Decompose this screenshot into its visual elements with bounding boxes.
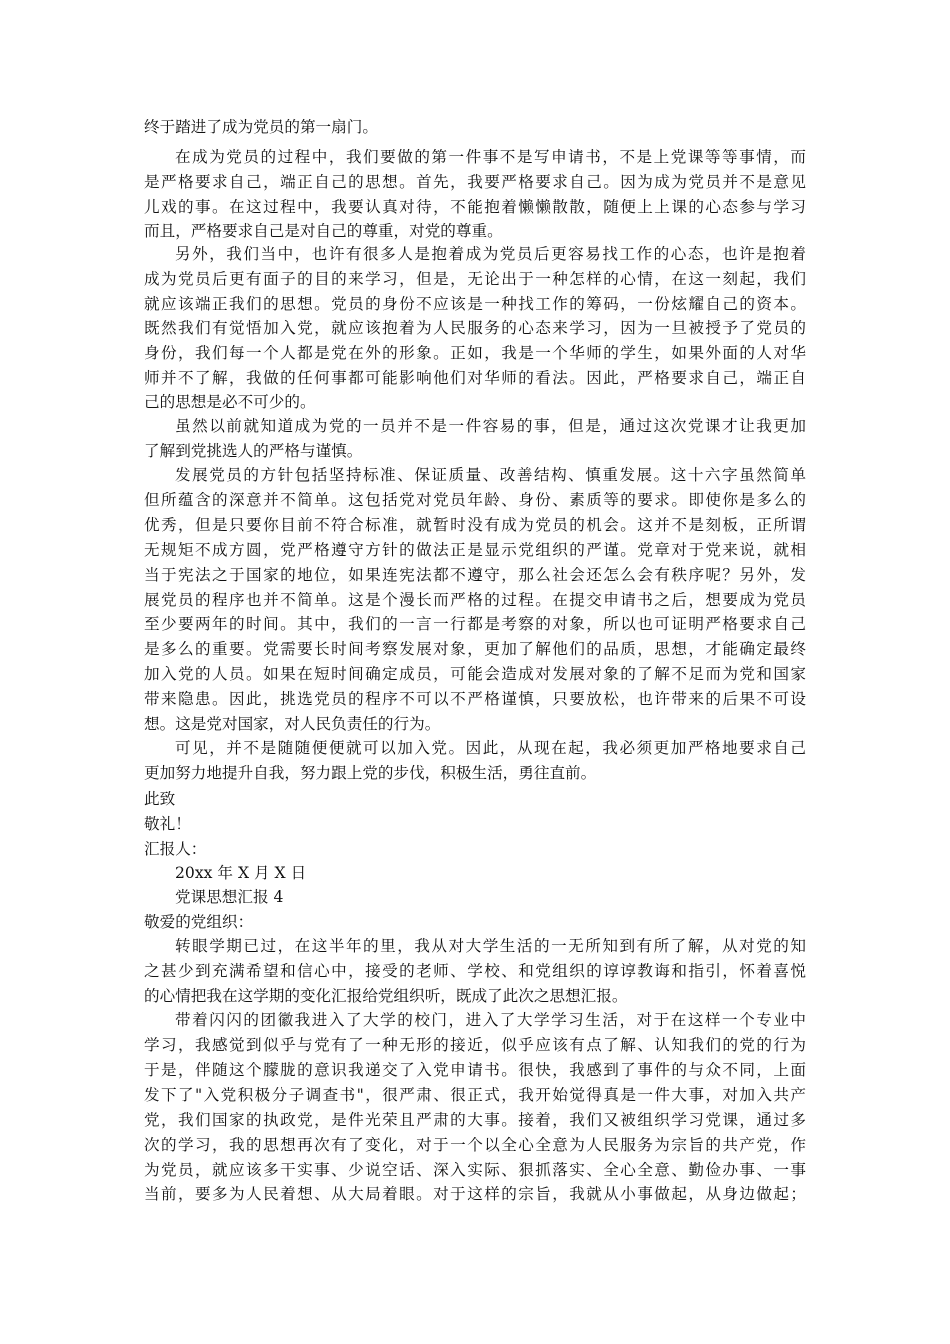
text-line: 之甚少到充满希望和信心中，接受的老师、学校、和党组织的谆谆教诲和指引，怀着喜悦 <box>144 962 806 980</box>
paragraph-first-line: 发展党员的方针包括坚持标准、保证质量、改善结构、慎重发展。这十六字虽然简单 <box>175 466 806 484</box>
text-line: 优秀，但是只要你目前不符合标准，就暂时没有成为党员的机会。这并不是刻板，正所谓 <box>144 516 806 534</box>
closing-salutation: 此致 <box>144 790 176 808</box>
text-line: 党，我们国家的执政党，是件光荣且严肃的大事。接着，我们又被组织学习党课，通过多 <box>144 1111 806 1129</box>
text-line: 既然我们有觉悟加入党，就应该抱着为人民服务的心态来学习，因为一旦被授予了党员的 <box>144 319 806 337</box>
paragraph-first-line: 另外，我们当中，也许有很多人是抱着成为党员后更容易找工作的心态，也许是抱着 <box>175 245 806 263</box>
text-line: 是多么的重要。党需要长时间考察发展对象，更加了解他们的品质，思想，才能确定最终 <box>144 640 806 658</box>
paragraph-first-line: 带着闪闪的团徽我进入了大学的校门，进入了大学学习生活，对于在这样一个专业中 <box>175 1011 806 1029</box>
text-line: 成为党员后更有面子的目的来学习，但是，无论出于一种怎样的心情，在这一刻起，我们 <box>144 270 806 288</box>
text-line: 就应该端正我们的思想。党员的身份不应该是一种找工作的筹码，一份炫耀自己的资本。 <box>144 295 806 313</box>
text-line: 当前，要多为人民着想、从大局着眼。对于这样的宗旨，我就从小事做起，从身边做起； <box>144 1185 806 1203</box>
text-line: 而且，严格要求自己是对自己的尊重，对党的尊重。 <box>144 222 503 240</box>
report-date: 20xx 年 X 月 X 日 <box>175 864 307 882</box>
text-line: 加入党的人员。如果在短时间确定成员，可能会造成对发展对象的了解不足而为党和国家 <box>144 665 806 683</box>
closing-regards: 敬礼！ <box>144 815 191 833</box>
paragraph-first-line: 可见，并不是随随便便就可以加入党。因此，从现在起，我必须更加严格地要求自己 <box>175 739 806 757</box>
text-line: 于是，伴随这个朦胧的意识我递交了入党申请书。很快，我感到了事件的与众不同，上面 <box>144 1061 806 1079</box>
text-line: 了解到党挑选人的严格与谨慎。 <box>144 442 363 460</box>
text-line: 至少要两年的时间。其中，我们的一言一行都是考察的对象，所以也可证明严格要求自己 <box>144 615 806 633</box>
text-line: 学习，我感觉到似乎与党有了一种无形的接近，似乎应该有点了解、认知我们的党的行为 <box>144 1036 806 1054</box>
text-line: 更加努力地提升自我，努力跟上党的步伐，积极生活，勇往直前。 <box>144 764 597 782</box>
reporter-label: 汇报人： <box>144 840 207 858</box>
text-line: 但所蕴含的深意并不简单。这包括党对党员年龄、身份、素质等的要求。即使你是多么的 <box>144 491 806 509</box>
text-line: 想。这是党对国家，对人民负责任的行为。 <box>144 715 441 733</box>
text-line: 带来隐患。因此，挑选党员的程序不可以不严格谨慎，只要放松，也许带来的后果不可设 <box>144 690 806 708</box>
text-line: 身份，我们每一个人都是党在外的形象。正如，我是一个华师的学生，如果外面的人对华 <box>144 344 806 362</box>
text-line: 展党员的程序也并不简单。这是个漫长而严格的过程。在提交申请书之后，想要成为党员 <box>144 591 806 609</box>
text-line: 的心情把我在这学期的变化汇报给党组织听，既成了此次之思想汇报。 <box>144 987 628 1005</box>
section-heading: 党课思想汇报 4 <box>175 888 284 906</box>
text-line: 儿戏的事。在这过程中，我要认真对待，不能抱着懒懒散散，随便上上课的心态参与学习 <box>144 198 806 216</box>
text-line: 是严格要求自己，端正自己的思想。首先，我要严格要求自己。因为成为党员并不是意见 <box>144 173 806 191</box>
paragraph-first-line: 虽然以前就知道成为党的一员并不是一件容易的事，但是，通过这次党课才让我更加 <box>175 417 806 435</box>
text-line: 为党员，就应该多干实事、少说空话、深入实际、狠抓落实、全心全意、勤俭办事、一事 <box>144 1161 806 1179</box>
text-line: 当于宪法之于国家的地位，如果连宪法都不遵守，那么社会还怎么会有秩序呢？另外，发 <box>144 566 806 584</box>
paragraph-first-line: 转眼学期已过，在这半年的里，我从对大学生活的一无所知到有所了解，从对党的知 <box>175 937 806 955</box>
greeting: 敬爱的党组织： <box>144 913 254 931</box>
text-line: 己的思想是必不可少的。 <box>144 393 316 411</box>
text-line: 终于踏进了成为党员的第一扇门。 <box>144 118 378 136</box>
text-line: 师并不了解，我做的任何事都可能影响他们对华师的看法。因此，严格要求自己，端正自 <box>144 369 806 387</box>
paragraph-first-line: 在成为党员的过程中，我们要做的第一件事不是写申请书，不是上党课等等事情，而 <box>175 148 806 166</box>
text-line: 发下了"入党积极分子调查书"，很严肃、很正式，我开始觉得真是一件大事，对加入共产 <box>144 1086 806 1104</box>
text-line: 次的学习，我的思想再次有了变化，对于一个以全心全意为人民服务为宗旨的共产党，作 <box>144 1136 806 1154</box>
text-line: 无规矩不成方圆，党严格遵守方针的做法正是显示党组织的严谨。党章对于党来说，就相 <box>144 541 806 559</box>
